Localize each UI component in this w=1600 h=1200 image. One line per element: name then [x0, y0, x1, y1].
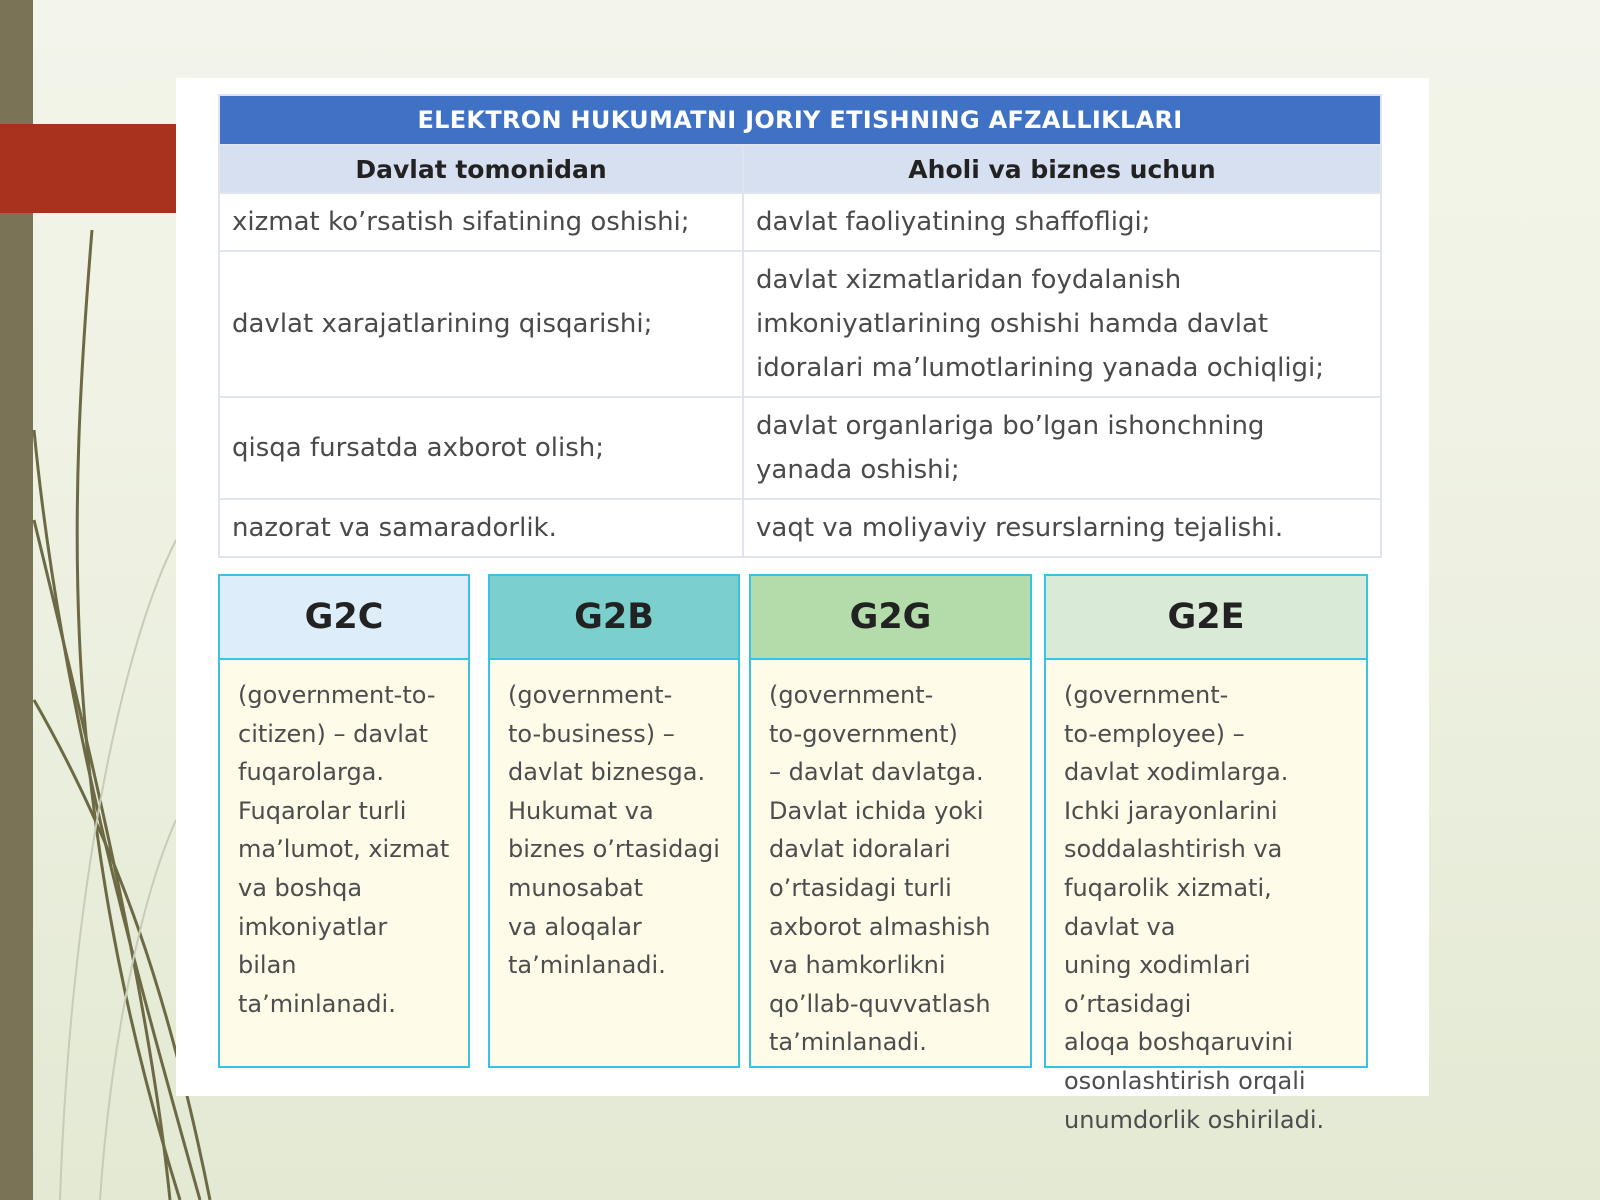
box-title: G2E [1046, 576, 1366, 660]
table-cell: davlat faoliyatining shaffofligi; [743, 193, 1381, 251]
table-cell: xizmat ko’rsatish sifatining oshishi; [219, 193, 743, 251]
table-cell: davlat organlariga bo’lgan ishonchning yanada oshishi; [743, 397, 1381, 499]
box-description: (government- to-government) – davlat davlatga. Davlat ichida yoki davlat idoralari o’rtasidagi turli axborot almashish va hamkorlikni qo’llab-quvvatlash ta’minlanadi. [769, 681, 991, 1057]
table-row [219, 193, 1381, 251]
table-row [219, 499, 1381, 557]
column-header-government: Davlat tomonidan [219, 145, 743, 193]
box-description: (government- to-business) – davlat biznesga. Hukumat va biznes o’rtasidagi munosabat va aloqalar ta’minlanadi. [508, 681, 720, 980]
box-title: G2G [751, 576, 1030, 660]
table-cell: vaqt va moliyaviy resurslarning tejalishi. [743, 499, 1381, 557]
g2e-box [1044, 574, 1368, 1134]
g2c-box [218, 574, 470, 1068]
content-card [176, 78, 1429, 1134]
g2b-box [488, 574, 740, 1068]
box-description: (government- to-employee) – davlat xodimlarga. Ichki jarayonlarini soddalashtirish va fuqarolik xizmati, davlat va uning xodimlari o’rtasidagi aloqa boshqaruvini osonlashtirish orqali unumdorlik oshiriladi. [1064, 681, 1325, 1134]
table-title: ELEKTRON HUKUMATNI JORIY ETISHNING AFZALLIKLARI [219, 95, 1381, 145]
model-boxes [218, 574, 1382, 1134]
box-title: G2B [490, 576, 738, 660]
table-cell: nazorat va samaradorlik. [219, 499, 743, 557]
g2g-box [749, 574, 1032, 1068]
benefits-table [218, 94, 1382, 558]
table-cell: qisqa fursatda axborot olish; [219, 397, 743, 499]
box-title: G2C [220, 576, 468, 660]
table-row [219, 251, 1381, 397]
table-row [219, 397, 1381, 499]
table-cell: davlat xizmatlaridan foydalanish imkoniyatlarining oshishi hamda davlat idoralari ma’lumotlarining yanada ochiqligi; [743, 251, 1381, 397]
box-description: (government-to- citizen) – davlat fuqarolarga. Fuqarolar turli ma’lumot, xizmat va boshqa imkoniyatlar bilan ta’minlanadi. [238, 681, 450, 1018]
table-cell: davlat xarajatlarining qisqarishi; [219, 251, 743, 397]
column-header-public: Aholi va biznes uchun [743, 145, 1381, 193]
